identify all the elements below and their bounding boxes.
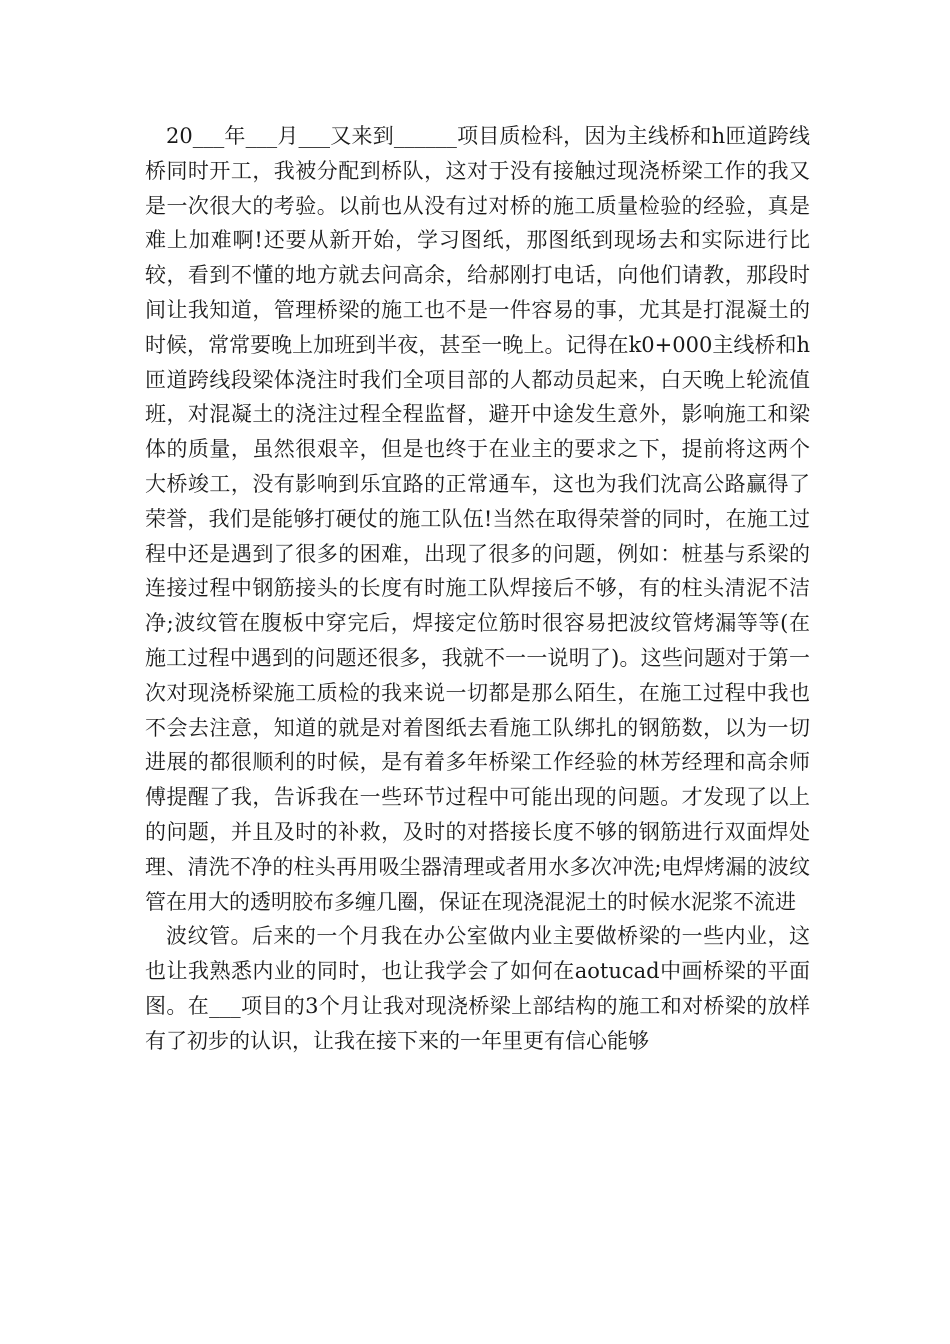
document-body (145, 119, 810, 1059)
paragraph-1: 20___年___月___又来到______项目质检科，因为主线桥和h匝道跨线桥同时开工，我被分配到桥队，这对于没有接触过现浇桥梁工作的我又是一次很大的考验。以前也从没有过对桥的施工质量检验的经验，真是难上加难啊!还要从新开始，学习图纸，那图纸到现场去和实际进行比较，看到不懂的地方就去问高余，给郝刚打电话，向他们请教，那段时间让我知道，管理桥梁的施工也不是一件容易的事，尤其是打混凝土的时候，常常要晚上加班到半夜，甚至一晚上。记得在k0+000主线桥和h匝道跨线段梁体浇注时我们全项目部的人都动员起来，白天晚上轮流值班，对混凝土的浇注过程全程监督，避开中途发生意外，影响施工和梁体的质量，虽然很艰辛，但是也终于在业主的要求之下，提前将这两个大桥竣工，没有影响到乐宜路的正常通车，这也为我们沈高公路赢得了荣誉，我们是能够打硬仗的施工队伍!当然在取得荣誉的同时，在施工过程中还是遇到了很多的困难，出现了很多的问题，例如：桩基与系梁的连接过程中钢筋接头的长度有时施工队焊接后不够，有的柱头清泥不洁净;波纹管在腹板中穿完后，焊接定位筋时很容易把波纹管烤漏等等(在施工过程中遇到的问题还很多，我就不一一说明了)。这些问题对于第一次对现浇桥梁施工质检的我来说一切都是那么陌生，在施工过程中我也不会去注意，知道的就是对着图纸去看施工队绑扎的钢筋数，以为一切进展的都很顺利的时候，是有着多年桥梁工作经验的林芳经理和高余师傅提醒了我，告诉我在一些环节过程中可能出现的问题。才发现了以上的问题，并且及时的补救，及时的对搭接长度不够的钢筋进行双面焊处理、清洗不净的柱头再用吸尘器清理或者用水多次冲洗;电焊烤漏的波纹管在用大的透明胶布多缠几圈，保证在现浇混泥土的时候水泥浆不流进 (145, 124, 810, 914)
paragraph-2: 波纹管。后来的一个月我在办公室做内业主要做桥梁的一些内业，这也让我熟悉内业的同时，也让我学会了如何在aotucad中画桥梁的平面图。在___项目的3个月让我对现浇桥梁上部结构的施工和对桥梁的放样有了初步的认识，让我在接下来的一年里更有信心能够 (145, 924, 810, 1053)
